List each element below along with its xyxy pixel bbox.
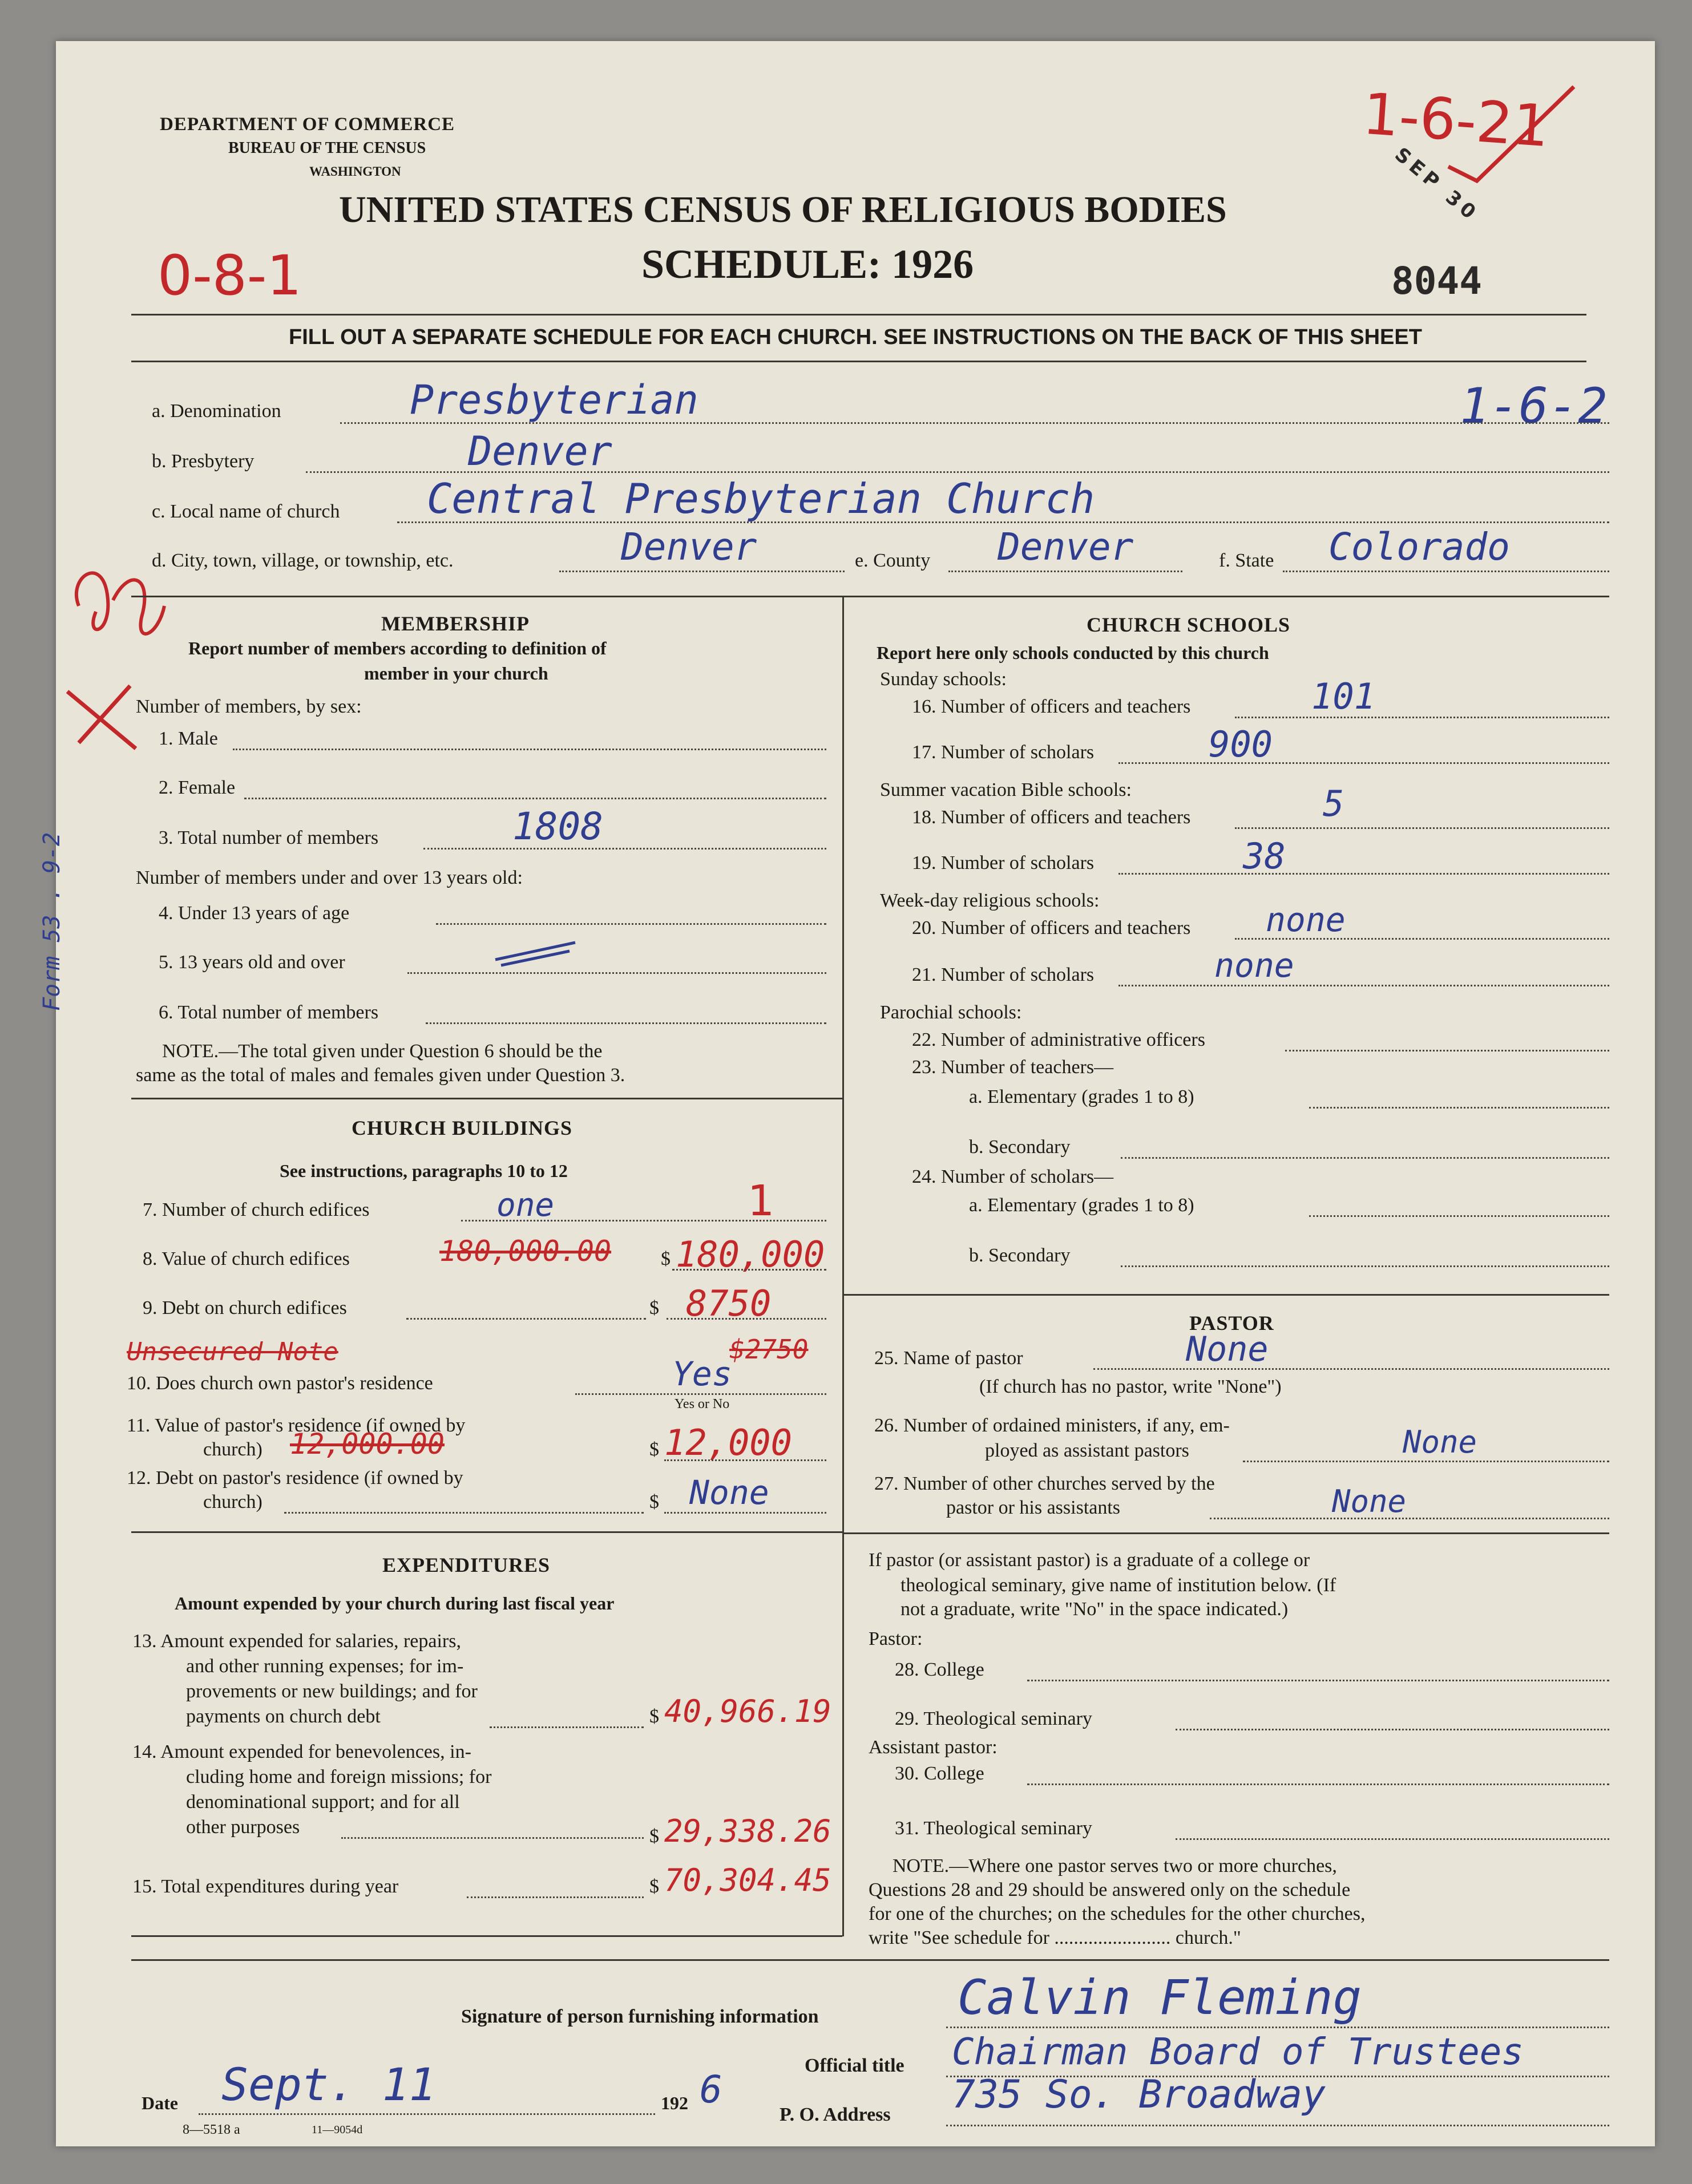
q21-label: 21. Number of scholars bbox=[912, 964, 1095, 985]
po-address-value: 735 So. Broadway bbox=[952, 2072, 1326, 2117]
membership-sub-1: Report number of members according to definition of bbox=[188, 638, 607, 658]
side-note: Form 53 . 9-2 bbox=[39, 832, 65, 1011]
schools-sub: Report here only schools conducted by this church bbox=[877, 642, 1269, 663]
weekday-schools-label: Week-day religious schools: bbox=[880, 890, 1100, 911]
yes-no-hint: Yes or No bbox=[675, 1397, 730, 1411]
date-value: Sept. 11 bbox=[221, 2060, 436, 2111]
year-value: 6 bbox=[700, 2068, 722, 2112]
membership-sub-2: member in your church bbox=[364, 663, 548, 683]
q18-label: 18. Number of officers and teachers bbox=[912, 807, 1191, 828]
asst-pastor-sub-label: Assistant pastor: bbox=[869, 1737, 998, 1758]
q19-value: 38 bbox=[1243, 835, 1286, 877]
q8-value: 180,000 bbox=[676, 1233, 825, 1275]
received-stamp: SEP 30 bbox=[1390, 143, 1484, 227]
local-name-value: Central Presbyterian Church bbox=[427, 475, 1095, 523]
signature-value: Calvin Fleming bbox=[958, 1969, 1362, 2025]
q14-value: 29,338.26 bbox=[664, 1813, 831, 1849]
q10-residence-label: 10. Does church own pastor's residence bbox=[127, 1373, 433, 1394]
q21-value: none bbox=[1214, 946, 1294, 985]
by-sex-label: Number of members, by sex: bbox=[136, 696, 362, 717]
expenditures-heading: EXPENDITURES bbox=[382, 1554, 551, 1576]
bureau-heading: BUREAU OF THE CENSUS bbox=[228, 139, 426, 157]
census-schedule-sheet: DEPARTMENT OF COMMERCE BUREAU OF THE CENSUS WASHINGTON UNITED STATES CENSUS OF RELIGIOUS BODIES SCHEDULE: 1926 0-8-1 1-6-21 SEP 30 8044 1-6-2 Form 53 . 9-2 FILL OUT A SEPARATE SCHEDULE FOR EACH CHURCH. SEE INSTRUCTIONS ON THE BACK OF THIS SHEET a. Denomination Presbyterian b. Presbytery Denver c. Local name of church Central Presbyterian Church d. City, town, village, or township, etc. Denver e. County Denver f. State Colorado MEMBERSHIP Report number of members according to definition of member in your church Number of members, by sex: 1. Male 2. Female 3. Total number of members 1808 Number of members under and over 13 years old: 4. Under 13 years of age 5. 13 years old and over 6. Total number of members NOTE.—The total given under Question 6 should be the same as the total of males and females given under Question 3. CHURCH BUILDINGS See instructions, paragraphs 10 to 12 7. Number of church edifices one 1 8. Value of church edifices 180,000.00 $ 180,000 9. Debt on church edifices $ 8750 Unsecured Note $2750 10. Does church own pastor's residence Yes Yes or No 11. Value of pastor's residence (if owned by church) 12,000.00 $ 12,000 12. Debt on pastor's residence (if owned by church) $ None EXPENDITURES Amount expended by your church during last fiscal year 13. Amount expended for salaries, repairs, and other running expenses; for im- provements or new buildings; and for payments on church debt $ 40,966.19 14. Amount expended for benevolences, in- cluding home and foreign missions; for denominational support; and for all other purposes $ 29,338.26 15. Total expenditures during year $ 70,304.45 CHURCH SCHOOLS Report here only schools conducted by this church Sunday schools: 16. Number of officers and teachers 101 17. Number of scholars 900 Summer vacation Bible schools: 18. Number of officers and teachers 5 19. Number of scholars 38 Week-day religious schools: 20. Number of officers and teachers none 21. Number of scholars none Parochial schools: 22. Number of administrative officers 23. Number of teachers— a. Elementary (grades 1 to 8) b. Secondary 24. Number of scholars— a. Elementary (grades 1 to 8) b. Secondary PASTOR 25. Name of pastor None (If church has no pastor, write "None") 26. Number of ordained ministers, if any, em- ployed as assistant pastors None 27. Number of other churches served by the pastor or his assistants None If pastor (or assistant pastor) is a graduate of a college or theological seminary, give name of institution below. (If not a graduate, write "No" in the space indicated.) Pastor: 28. College 29. Theological seminary Assistant pastor: 30. College 31. Theological seminary NOTE.—Where one pastor serves two or more churches, Questions 28 and 29 should be answered only on the schedule for one of the churches; on the schedules for the other churches, write "See schedule for ........................ church." Signature of person furnishing information Calvin Fleming Official title Chairman Board of Trustees Date Sept. 11 192 6 P. O. Address 735 So. Broadway 8—5518 a 11—9054d bbox=[56, 41, 1655, 2146]
q15-total-label: 15. Total expenditures during year bbox=[132, 1876, 399, 1897]
q23b-label: b. Secondary bbox=[969, 1137, 1071, 1158]
graduate-instr-1: If pastor (or assistant pastor) is a graduate of a college or bbox=[869, 1550, 1310, 1571]
pastor-note-4: write "See schedule for ........................ church." bbox=[869, 1927, 1241, 1948]
q23a-label: a. Elementary (grades 1 to 8) bbox=[969, 1086, 1194, 1107]
q14-line4: other purposes bbox=[186, 1817, 300, 1838]
q22-label: 22. Number of administrative officers bbox=[912, 1029, 1205, 1050]
q9-debt-value: 8750 bbox=[686, 1283, 772, 1324]
q7-red-value: 1 bbox=[748, 1176, 775, 1226]
q7-edifices-value: one bbox=[496, 1187, 555, 1224]
age-heading: Number of members under and over 13 years old: bbox=[136, 867, 523, 888]
q28-label: 28. College bbox=[895, 1659, 984, 1680]
q20-label: 20. Number of officers and teachers bbox=[912, 917, 1191, 939]
q8-struck-value: 180,000.00 bbox=[439, 1235, 612, 1268]
pastor-note-1: NOTE.—Where one pastor serves two or more churches, bbox=[893, 1855, 1337, 1876]
q17-label: 17. Number of scholars bbox=[912, 742, 1095, 763]
city-label: d. City, town, village, or township, etc. bbox=[152, 550, 454, 571]
q10-residence-value: Yes bbox=[672, 1354, 732, 1393]
summer-schools-label: Summer vacation Bible schools: bbox=[880, 779, 1132, 800]
local-name-label: c. Local name of church bbox=[152, 501, 340, 522]
blue-code-right: 1-6-2 bbox=[1460, 378, 1608, 435]
q13-line1: 13. Amount expended for salaries, repairs, bbox=[132, 1631, 461, 1652]
q14-line3: denominational support; and for all bbox=[186, 1791, 460, 1813]
dash-mark bbox=[490, 931, 581, 971]
q13-line2: and other running expenses; for im- bbox=[186, 1656, 464, 1677]
q8-value-label: 8. Value of church edifices bbox=[143, 1248, 350, 1269]
membership-note-1: NOTE.—The total given under Question 6 should be the bbox=[162, 1041, 603, 1062]
q27-label-line2: pastor or his assistants bbox=[946, 1497, 1121, 1518]
q26-value: None bbox=[1403, 1424, 1477, 1460]
q11-struck-value: 12,000.00 bbox=[290, 1427, 445, 1461]
signature-label: Signature of person furnishing information bbox=[461, 2006, 819, 2027]
q4-under13-label: 4. Under 13 years of age bbox=[159, 903, 350, 924]
print-number: 11—9054d bbox=[312, 2124, 363, 2136]
q13-line4: payments on church debt bbox=[186, 1706, 381, 1727]
parochial-schools-label: Parochial schools: bbox=[880, 1002, 1022, 1023]
denomination-value: Presbyterian bbox=[410, 377, 698, 423]
q26-label-line1: 26. Number of ordained ministers, if any, em- bbox=[874, 1415, 1230, 1436]
q12-label-line2: church) bbox=[203, 1491, 263, 1512]
q6-total-label: 6. Total number of members bbox=[159, 1002, 379, 1023]
state-value: Colorado bbox=[1328, 525, 1510, 569]
q7-edifices-label: 7. Number of church edifices bbox=[143, 1199, 370, 1220]
q25-label: 25. Name of pastor bbox=[874, 1348, 1023, 1369]
struck-unsecured-amount: $2750 bbox=[729, 1334, 809, 1365]
department-heading: DEPARTMENT OF COMMERCE bbox=[160, 114, 455, 135]
q23-label: 23. Number of teachers— bbox=[912, 1057, 1114, 1078]
denomination-label: a. Denomination bbox=[152, 401, 281, 422]
red-code-left: 0-8-1 bbox=[158, 244, 302, 308]
form-number: 8—5518 a bbox=[183, 2122, 240, 2137]
instructions-banner: FILL OUT A SEPARATE SCHEDULE FOR EACH CHURCH. SEE INSTRUCTIONS ON THE BACK OF THIS SHEET bbox=[289, 325, 1422, 349]
official-title-value: Chairman Board of Trustees bbox=[952, 2031, 1524, 2073]
presbytery-value: Denver bbox=[468, 428, 612, 475]
q11-value: 12,000 bbox=[664, 1422, 792, 1463]
q16-value: 101 bbox=[1311, 676, 1375, 717]
q29-label: 29. Theological seminary bbox=[895, 1708, 1092, 1729]
q20-value: none bbox=[1266, 900, 1346, 939]
pastor-heading: PASTOR bbox=[1189, 1312, 1274, 1334]
q24b-label: b. Secondary bbox=[969, 1245, 1071, 1266]
q27-value: None bbox=[1332, 1483, 1407, 1519]
city-value: Denver bbox=[621, 525, 757, 569]
expenditures-sub: Amount expended by your church during last fiscal year bbox=[175, 1593, 615, 1613]
q17-value: 900 bbox=[1209, 723, 1273, 765]
schools-heading: CHURCH SCHOOLS bbox=[1087, 613, 1291, 636]
q31-label: 31. Theological seminary bbox=[895, 1818, 1092, 1839]
schedule-title: SCHEDULE: 1926 bbox=[641, 241, 974, 287]
struck-unsecured-note: Unsecured Note bbox=[127, 1337, 338, 1366]
county-label: e. County bbox=[855, 550, 931, 571]
date-label: Date bbox=[142, 2093, 178, 2113]
q3-total-value: 1808 bbox=[512, 804, 603, 848]
q9-debt-label: 9. Debt on church edifices bbox=[143, 1297, 347, 1319]
graduate-instr-2: theological seminary, give name of institution below. (If bbox=[900, 1575, 1336, 1596]
schedule-number: 8044 bbox=[1391, 259, 1482, 303]
q24a-label: a. Elementary (grades 1 to 8) bbox=[969, 1195, 1194, 1216]
pastor-note-2: Questions 28 and 29 should be answered only on the schedule bbox=[869, 1879, 1351, 1900]
q27-label-line1: 27. Number of other churches served by the bbox=[874, 1473, 1215, 1494]
pastor-note-3: for one of the churches; on the schedules for the other churches, bbox=[869, 1903, 1366, 1924]
state-label: f. State bbox=[1219, 550, 1274, 571]
q30-label: 30. College bbox=[895, 1763, 984, 1784]
q25-value: None bbox=[1186, 1329, 1269, 1369]
year-prefix: 192 bbox=[661, 2093, 688, 2113]
q18-value: 5 bbox=[1323, 783, 1344, 824]
q26-label-line2: ployed as assistant pastors bbox=[985, 1440, 1189, 1461]
sunday-schools-label: Sunday schools: bbox=[880, 669, 1007, 690]
q24-label: 24. Number of scholars— bbox=[912, 1166, 1114, 1187]
q11-label-line2: church) bbox=[203, 1439, 263, 1460]
official-title-label: Official title bbox=[805, 2055, 904, 2076]
q14-line2: cluding home and foreign missions; for bbox=[186, 1766, 492, 1787]
q25-hint: (If church has no pastor, write "None") bbox=[979, 1376, 1282, 1397]
q16-label: 16. Number of officers and teachers bbox=[912, 696, 1191, 717]
red-scribble-marks bbox=[45, 543, 176, 754]
membership-heading: MEMBERSHIP bbox=[381, 612, 530, 635]
county-value: Denver bbox=[998, 525, 1134, 569]
buildings-sub: See instructions, paragraphs 10 to 12 bbox=[280, 1160, 568, 1181]
q13-line3: provements or new buildings; and for bbox=[186, 1681, 478, 1702]
q14-line1: 14. Amount expended for benevolences, in- bbox=[132, 1741, 471, 1762]
q11-label-line1: 11. Value of pastor's residence (if owned by bbox=[127, 1415, 466, 1436]
graduate-instr-3: not a graduate, write "No" in the space indicated.) bbox=[900, 1599, 1289, 1620]
q19-label: 19. Number of scholars bbox=[912, 852, 1095, 873]
form-title: UNITED STATES CENSUS OF RELIGIOUS BODIES bbox=[339, 189, 1227, 230]
po-address-label: P. O. Address bbox=[780, 2104, 891, 2125]
q2-female-label: 2. Female bbox=[159, 777, 236, 798]
washington-heading: WASHINGTON bbox=[309, 164, 401, 179]
q1-male-label: 1. Male bbox=[159, 728, 218, 749]
red-check-mark bbox=[1443, 81, 1580, 184]
q13-value: 40,966.19 bbox=[664, 1693, 831, 1729]
buildings-heading: CHURCH BUILDINGS bbox=[352, 1117, 573, 1139]
membership-note-2: same as the total of males and females given under Question 3. bbox=[136, 1065, 625, 1086]
q12-label-line1: 12. Debt on pastor's residence (if owned by bbox=[127, 1467, 463, 1489]
q12-value: None bbox=[689, 1473, 769, 1512]
red-date-top: 1-6-21 bbox=[1360, 80, 1552, 160]
q3-total-label: 3. Total number of members bbox=[159, 827, 379, 848]
q5-over13-label: 5. 13 years old and over bbox=[159, 952, 345, 973]
q15-value: 70,304.45 bbox=[664, 1862, 831, 1898]
pastor-sub-label: Pastor: bbox=[869, 1628, 923, 1649]
presbytery-label: b. Presbytery bbox=[152, 451, 255, 472]
